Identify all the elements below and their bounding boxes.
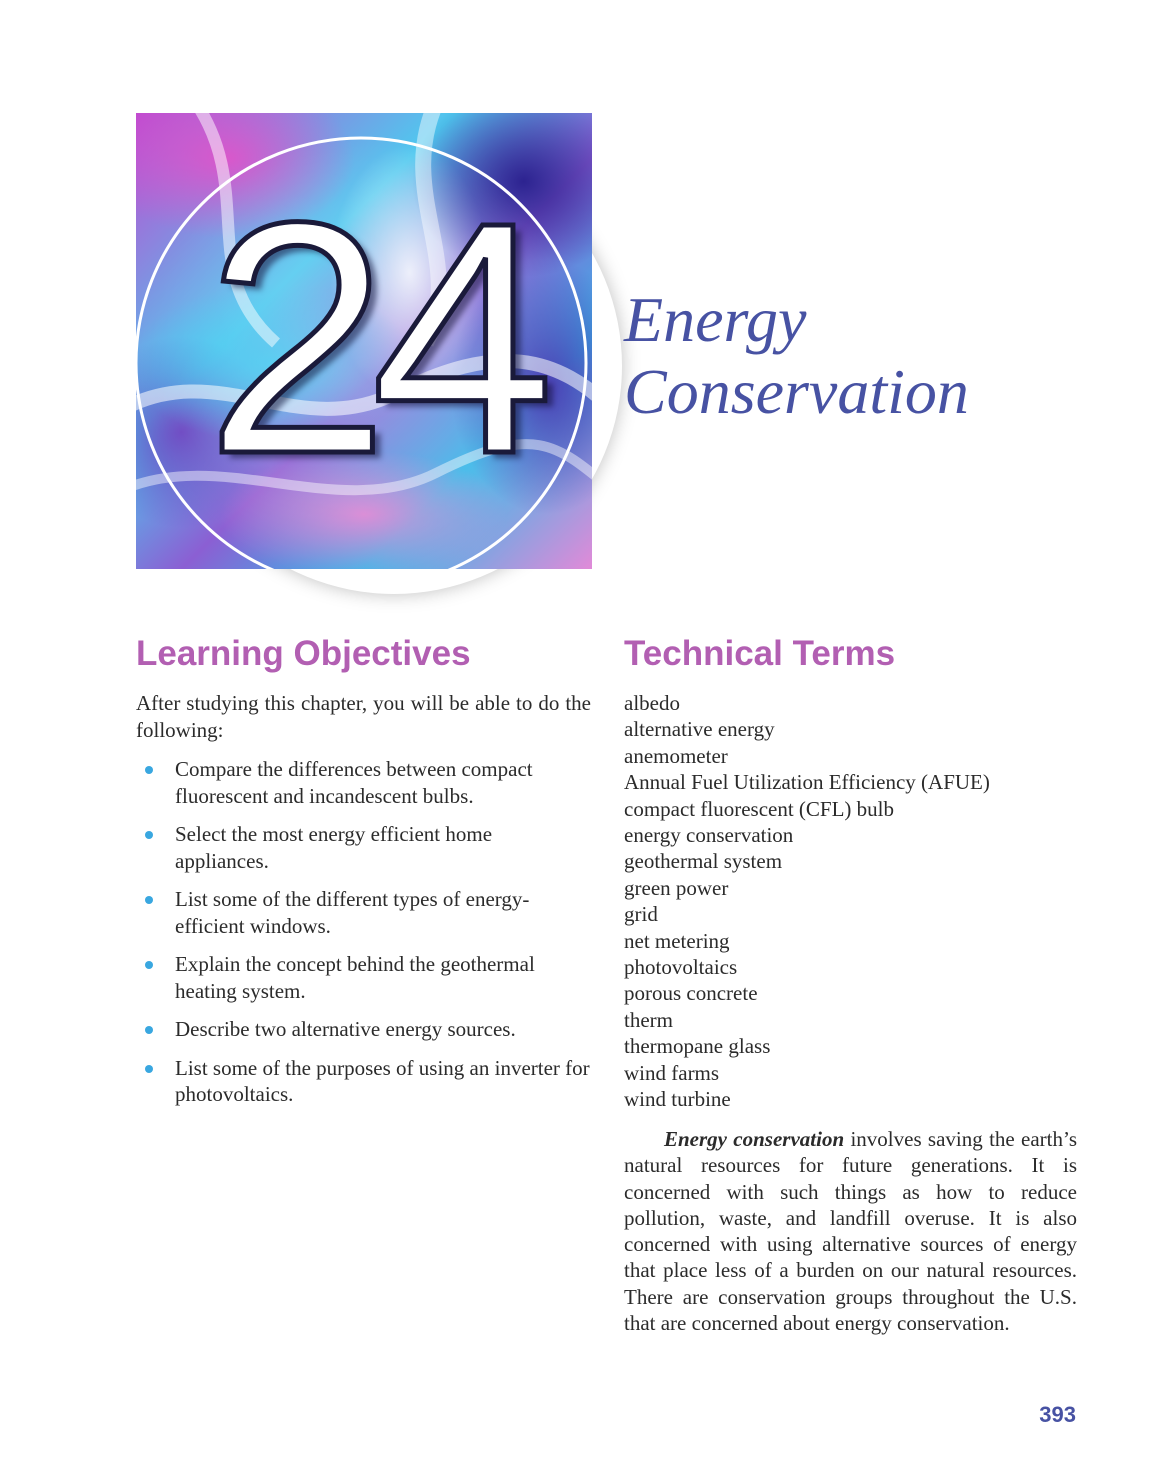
learning-objectives-intro: After studying this chapter, you will be able to do the following: xyxy=(136,691,591,742)
bullet-icon xyxy=(145,831,153,839)
term-item: albedo xyxy=(624,691,680,715)
term-item: thermopane glass xyxy=(624,1034,771,1059)
technical-terms-list xyxy=(624,690,1084,1113)
term-item: alternative energy xyxy=(624,717,775,742)
learning-objectives-list xyxy=(136,756,591,1120)
objective-text: Explain the concept behind the geothermal heating system. xyxy=(175,952,535,1003)
term-item: wind farms xyxy=(624,1060,720,1085)
chapter-title-line-1: Energy xyxy=(624,284,807,355)
bullet-icon xyxy=(145,896,153,904)
bullet-icon xyxy=(145,766,153,774)
objective-item xyxy=(136,1055,591,1108)
objective-item xyxy=(136,1016,591,1043)
term-item: photovoltaics xyxy=(624,955,738,980)
objective-item xyxy=(136,951,591,1004)
objective-text: List some of the purposes of using an inverter for photovoltaics. xyxy=(175,1055,590,1106)
objective-text: Describe two alternative energy sources. xyxy=(175,1017,516,1041)
term-item: porous concrete xyxy=(624,981,758,1006)
objective-text: List some of the different types of energy-efficient windows. xyxy=(175,887,530,938)
chapter-number: 24 xyxy=(205,153,537,522)
objective-text: Compare the differences between compact fluorescent and incandescent bulbs. xyxy=(175,757,533,808)
chapter-title xyxy=(624,284,969,428)
chapter-title-line-2: Conservation xyxy=(624,356,969,427)
term-item: therm xyxy=(624,1007,673,1032)
learning-objectives-heading: Learning Objectives xyxy=(136,634,471,673)
body-text: involves saving the earth’s natural resources for future generations. It is concerned with such things as how to reduce pollution, waste, and landfill overuse. It is also concerned with using alternative sources of energy that place less of a burden on our natural resources. There are conservation groups throughout the U.S. that are concerned about energy conservation. xyxy=(624,1127,1078,1336)
objective-item xyxy=(136,821,591,874)
objective-item xyxy=(136,756,591,809)
term-item: grid xyxy=(624,902,658,927)
term-item: anemometer xyxy=(624,743,728,768)
key-term: Energy conservation xyxy=(664,1127,845,1151)
term-item: wind turbine xyxy=(624,1087,731,1112)
term-item: net metering xyxy=(624,928,730,953)
body-paragraph xyxy=(624,1126,1077,1336)
bullet-icon xyxy=(145,1026,153,1034)
term-item: green power xyxy=(624,875,729,900)
bullet-icon xyxy=(145,1065,153,1073)
objective-text: Select the most energy efficient home appliances. xyxy=(175,822,493,873)
term-item: Annual Fuel Utilization Efficiency (AFUE) xyxy=(624,770,990,795)
term-item: energy conservation xyxy=(624,823,794,848)
term-item: compact fluorescent (CFL) bulb xyxy=(624,796,895,821)
term-item: geothermal system xyxy=(624,849,783,874)
bullet-icon xyxy=(145,961,153,969)
objective-item xyxy=(136,886,591,939)
technical-terms-heading: Technical Terms xyxy=(624,634,896,673)
chapter-number-graphic xyxy=(136,113,592,569)
page-number: 393 xyxy=(1039,1402,1076,1427)
